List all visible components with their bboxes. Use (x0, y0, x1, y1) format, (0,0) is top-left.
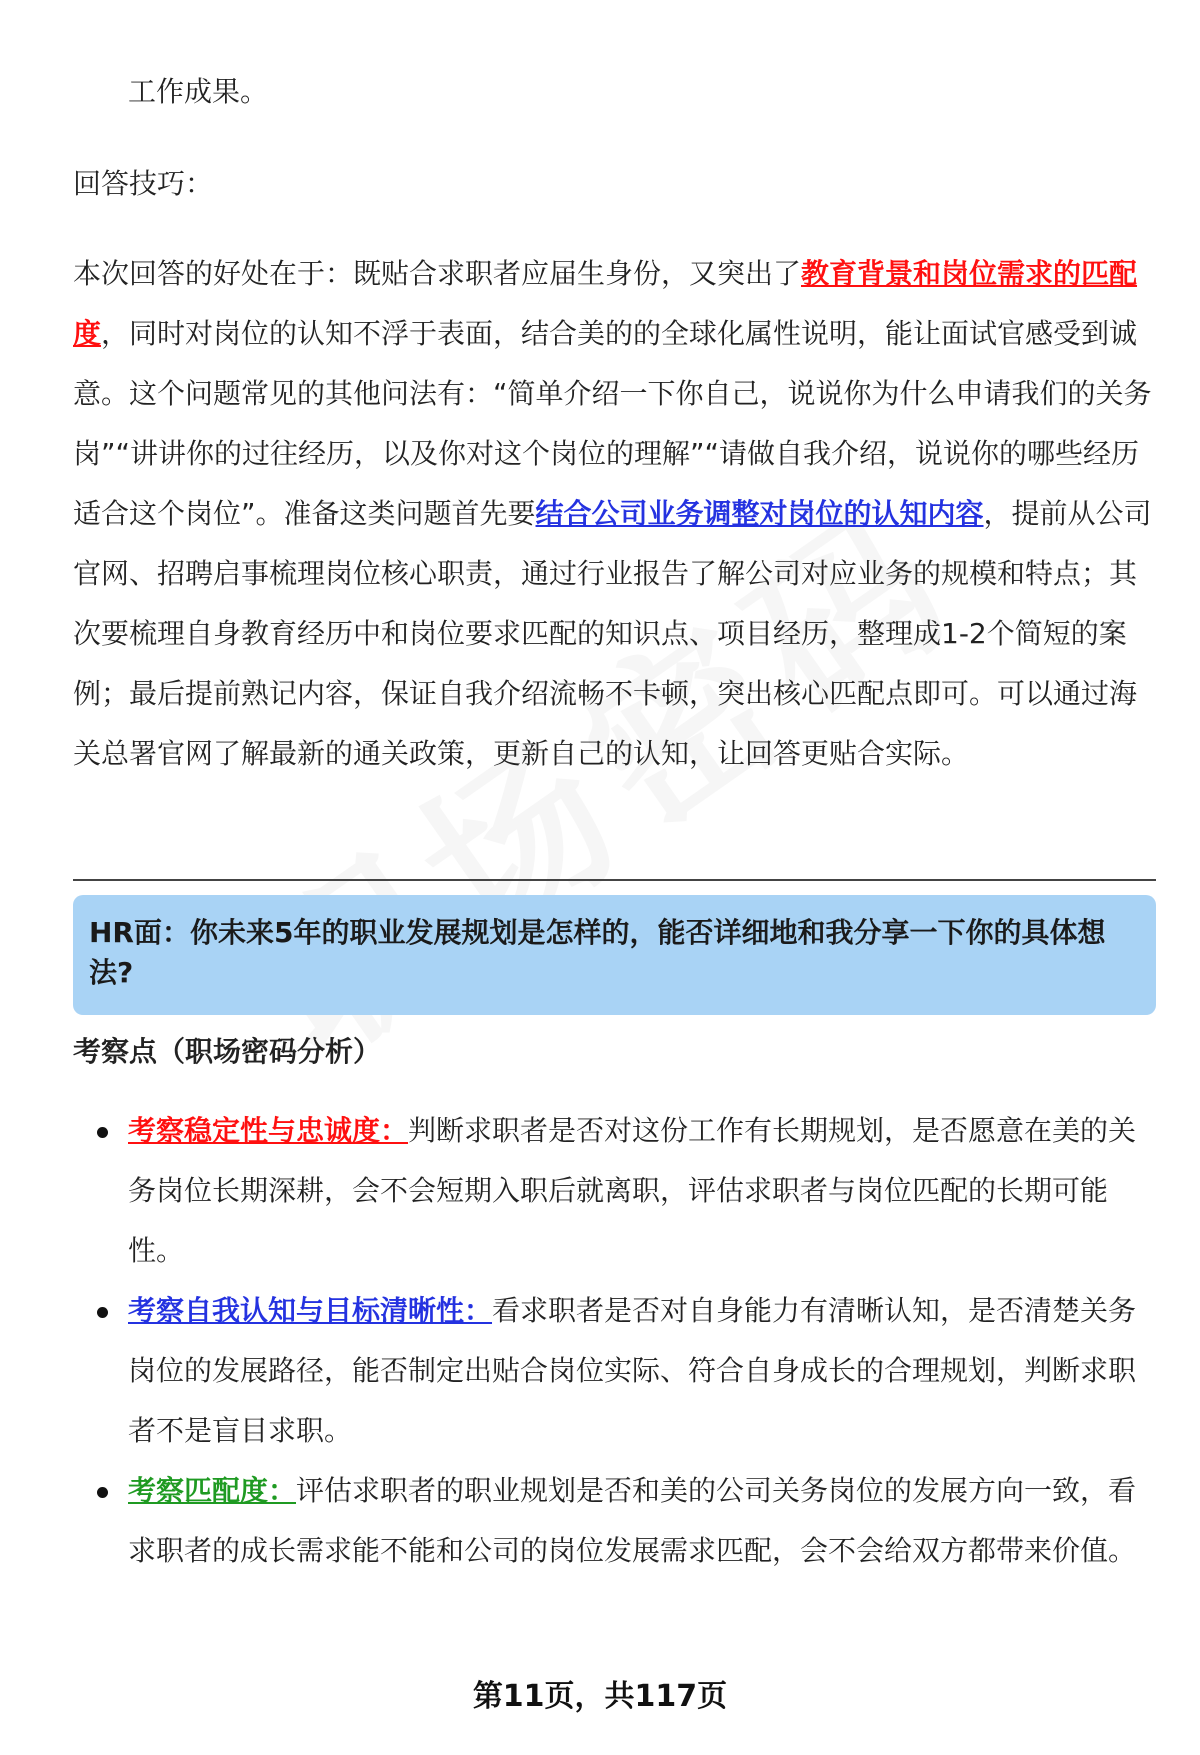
list-item (73, 1281, 1156, 1461)
question-box: HR面：你未来5年的职业发展规划是怎样的，能否详细地和我分享一下你的具体想法? (73, 895, 1156, 1015)
tip-label: 回答技巧： (73, 167, 214, 200)
section-divider (73, 879, 1156, 881)
bullet-icon (97, 1307, 108, 1318)
point-label: 考察稳定性与忠诚度： (128, 1114, 409, 1147)
tip-text-1: 本次回答的好处在于：既贴合求职者应届生身份，又突出了 (73, 257, 802, 290)
list-item (73, 1461, 1156, 1581)
points-list (73, 1101, 1156, 1581)
point-text: 看求职者是否对自身能力有清晰认知，是否清楚关务岗位的发展路径，能否制定出贴合岗位实际、符合自身成长的合理规划，判断求职者不是盲目求职。 (128, 1294, 1137, 1447)
tip-paragraph (73, 244, 1155, 784)
tip-text-2: ，同时对岗位的认知不浮于表面，结合美的的全球化属性说明，能让面试官感受到诚意。这个问题常见的其他问法有：“简单介绍一下你自己，说说你为什么申请我们的关务岗”“讲讲你的过往经历，以及你对这个岗位的理解”“请做自我介绍，说说你的哪些经历适合这个岗位”。准备这类问题首先要 (73, 317, 1152, 530)
section-title: 考察点（职场密码分析） (73, 1035, 382, 1068)
highlight-business-cognition: 结合公司业务调整对岗位的认知内容 (535, 497, 984, 530)
bullet-icon (97, 1487, 108, 1498)
point-label: 考察自我认知与目标清晰性： (128, 1294, 493, 1327)
point-label: 考察匹配度： (128, 1474, 297, 1507)
answer-section (73, 62, 1155, 784)
tip-text-3: ，提前从公司官网、招聘启事梳理岗位核心职责，通过行业报告了解公司对应业务的规模和特点；其次要梳理自身教育经历中和岗位要求匹配的知识点、项目经历，整理成1-2个简短的案例；最后提前熟记内容，保证自我介绍流畅不卡顿，突出核心匹配点即可。可以通过海关总署官网了解最新的通关政策，更新自己的认知，让回答更贴合实际。 (73, 497, 1152, 770)
bullet-icon (97, 1127, 108, 1138)
highlight-education-match: 教育背景和岗位需求的匹配度 (73, 257, 1138, 350)
point-text: 判断求职者是否对这份工作有长期规划，是否愿意在美的关务岗位长期深耕，会不会短期入职后就离职，评估求职者与岗位匹配的长期可能性。 (128, 1114, 1137, 1267)
continuation-text: 工作成果。 (128, 75, 269, 108)
page-number: 第11页，共117页 (472, 1679, 728, 1714)
point-text: 评估求职者的职业规划是否和美的公司关务岗位的发展方向一致，看求职者的成长需求能不能和公司的岗位发展需求匹配，会不会给双方都带来价值。 (128, 1474, 1137, 1567)
list-item (73, 1101, 1156, 1281)
